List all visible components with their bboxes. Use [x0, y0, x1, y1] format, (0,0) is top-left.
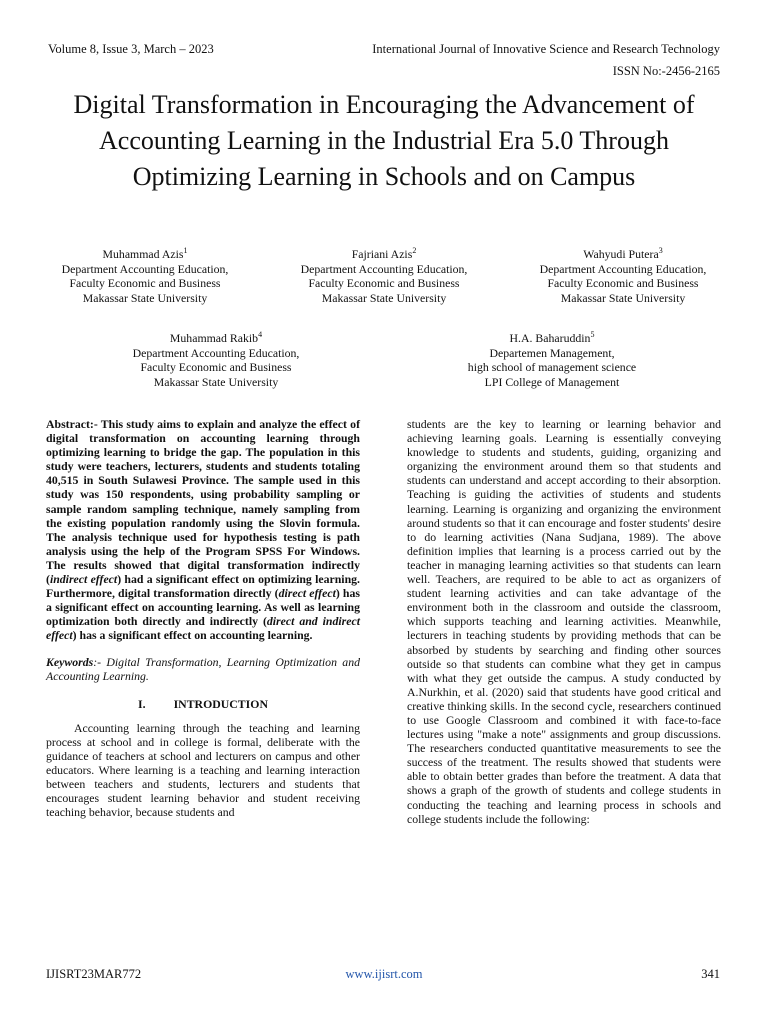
section-heading-introduction: I. INTRODUCTION — [138, 696, 268, 711]
author-block — [40, 247, 250, 305]
author-block — [518, 247, 728, 305]
paper-title: Digital Transformation in Encouraging the Advancement of Accounting Learning in the Industrial Era 5.0 Through Optimizing Learning in Schools and on Campus — [73, 90, 695, 191]
journal-name: International Journal of Innovative Science and Research Technology — [372, 42, 720, 56]
author-dept: Department Accounting Education, — [132, 345, 300, 360]
volume-info: Volume 8, Issue 3, March – 2023 — [48, 42, 214, 56]
author-univ: Makassar State University — [153, 374, 279, 389]
author-univ: Makassar State University — [321, 290, 447, 305]
author-faculty: Faculty Economic and Business — [308, 276, 460, 290]
author-faculty: high school of management science — [467, 360, 637, 374]
author-name: Wahyudi Putera$^3$ — [583, 246, 663, 261]
author-univ: Makassar State University — [560, 290, 686, 305]
author-dept: Department Accounting Education, — [300, 261, 468, 276]
author-faculty: Faculty Economic and Business — [140, 360, 292, 374]
right-column — [407, 417, 721, 826]
author-faculty: Faculty Economic and Business — [69, 276, 221, 290]
author-name: Muhammad Rakib$^4$ — [169, 330, 263, 345]
author-dept: Department Accounting Education, — [61, 261, 229, 276]
author-block — [279, 247, 489, 305]
page-number: 341 — [701, 967, 720, 981]
author-univ: LPI College of Management — [484, 374, 620, 389]
intro-paragraph: Accounting learning through the teaching and learning process at school and in college is formal, deliberate with the guidance of teachers at school and lecturers on campus and other educators. Where learning is a teaching and learning interaction between teachers and students, lecturers and students that encourages student learning behavior and student receiving teaching behavior, because students and — [46, 720, 360, 820]
authors-row-2 — [96, 331, 672, 389]
author-name: Muhammad Azis$^1$ — [102, 246, 188, 261]
author-univ: Makassar State University — [82, 290, 208, 305]
intro-paragraph-continued: students are the key to learning or learning behavior and achieving learning goals. Learning is essentially conveying knowledge to students and students, guiding, organizing and organizing the environment around them so that students and students can understand and accept according to their absorption. Teaching is guiding the activities of students and students learning. Learning is organizing and organizing the environment around students so that it can encourage and foster students' desire to do learning activities (Nana Sudjana, 1989). The above definition implies that learning is a process carried out by the teacher in managing learning activities so that students can learn well. Teachers, are required to be able to act as organizers of student learning activities and can take advantage of the environment both in the classroom and outside the classroom, which supports teaching and learning activities. Meanwhile, lecturers in teaching students by providing methods that can be absorbed by students by searching and finding other sources outside so that students can combine what they get in campus with what they get outside the campus. A study conducted by A.Nurkhin, et al. (2020) said that students have good critical and creative thinking skills. In the second cycle, researchers continued to use Google Classroom and combined it with face-to-face lectures using "make a note" assignments and group discussions. The researchers conducted quantitative measurements to see the success of the treatment. The results showed that students were able to obtain better grades than before the treatment. A data that shows a graph of the growth of students and college students in conducting the teaching and learning process in schools and college students include the following: — [407, 417, 721, 826]
author-block — [432, 331, 672, 389]
author-name: Fajriani Azis$^2$ — [351, 246, 417, 261]
keywords: Keywords:- Digital Transformation, Learning Optimization and Accounting Learning. — [46, 654, 360, 683]
author-faculty: Faculty Economic and Business — [547, 276, 699, 290]
left-column — [46, 417, 360, 819]
abstract: Abstract:- This study aims to explain and analyze the effect of digital transformation on accounting learning through optimizing learning to bridge the gap. The population in this study were teachers, lecturers, students and students totaling 40,515 in South Sulawesi Province. The sample used in this study was 150 respondents, using probability sampling or sample random sampling technique, namely sampling from the existing population randomly using the Slovin formula. The analysis technique used for hypothesis testing is path analysis using the help of the Program SPSS For Windows. The results showed that digital transformation indirectly (indirect effect) had a significant effect on optimizing learning. Furthermore, digital transformation directly (direct effect) has a significant effect on accounting learning. As well as learning optimization both directly and indirectly (direct and indirect effect) has a significant effect on accounting learning. — [46, 417, 360, 643]
author-name: H.A. Baharuddin$^5$ — [509, 330, 595, 345]
paper-code: IJISRT23MAR772 — [46, 967, 142, 981]
journal-url[interactable]: www.ijisrt.com — [345, 967, 423, 981]
author-dept: Department Accounting Education, — [539, 261, 707, 276]
issn: ISSN No:-2456-2165 — [612, 64, 720, 78]
authors-row-1 — [40, 247, 728, 305]
author-block — [96, 331, 336, 389]
author-dept: Departemen Management, — [489, 345, 615, 360]
